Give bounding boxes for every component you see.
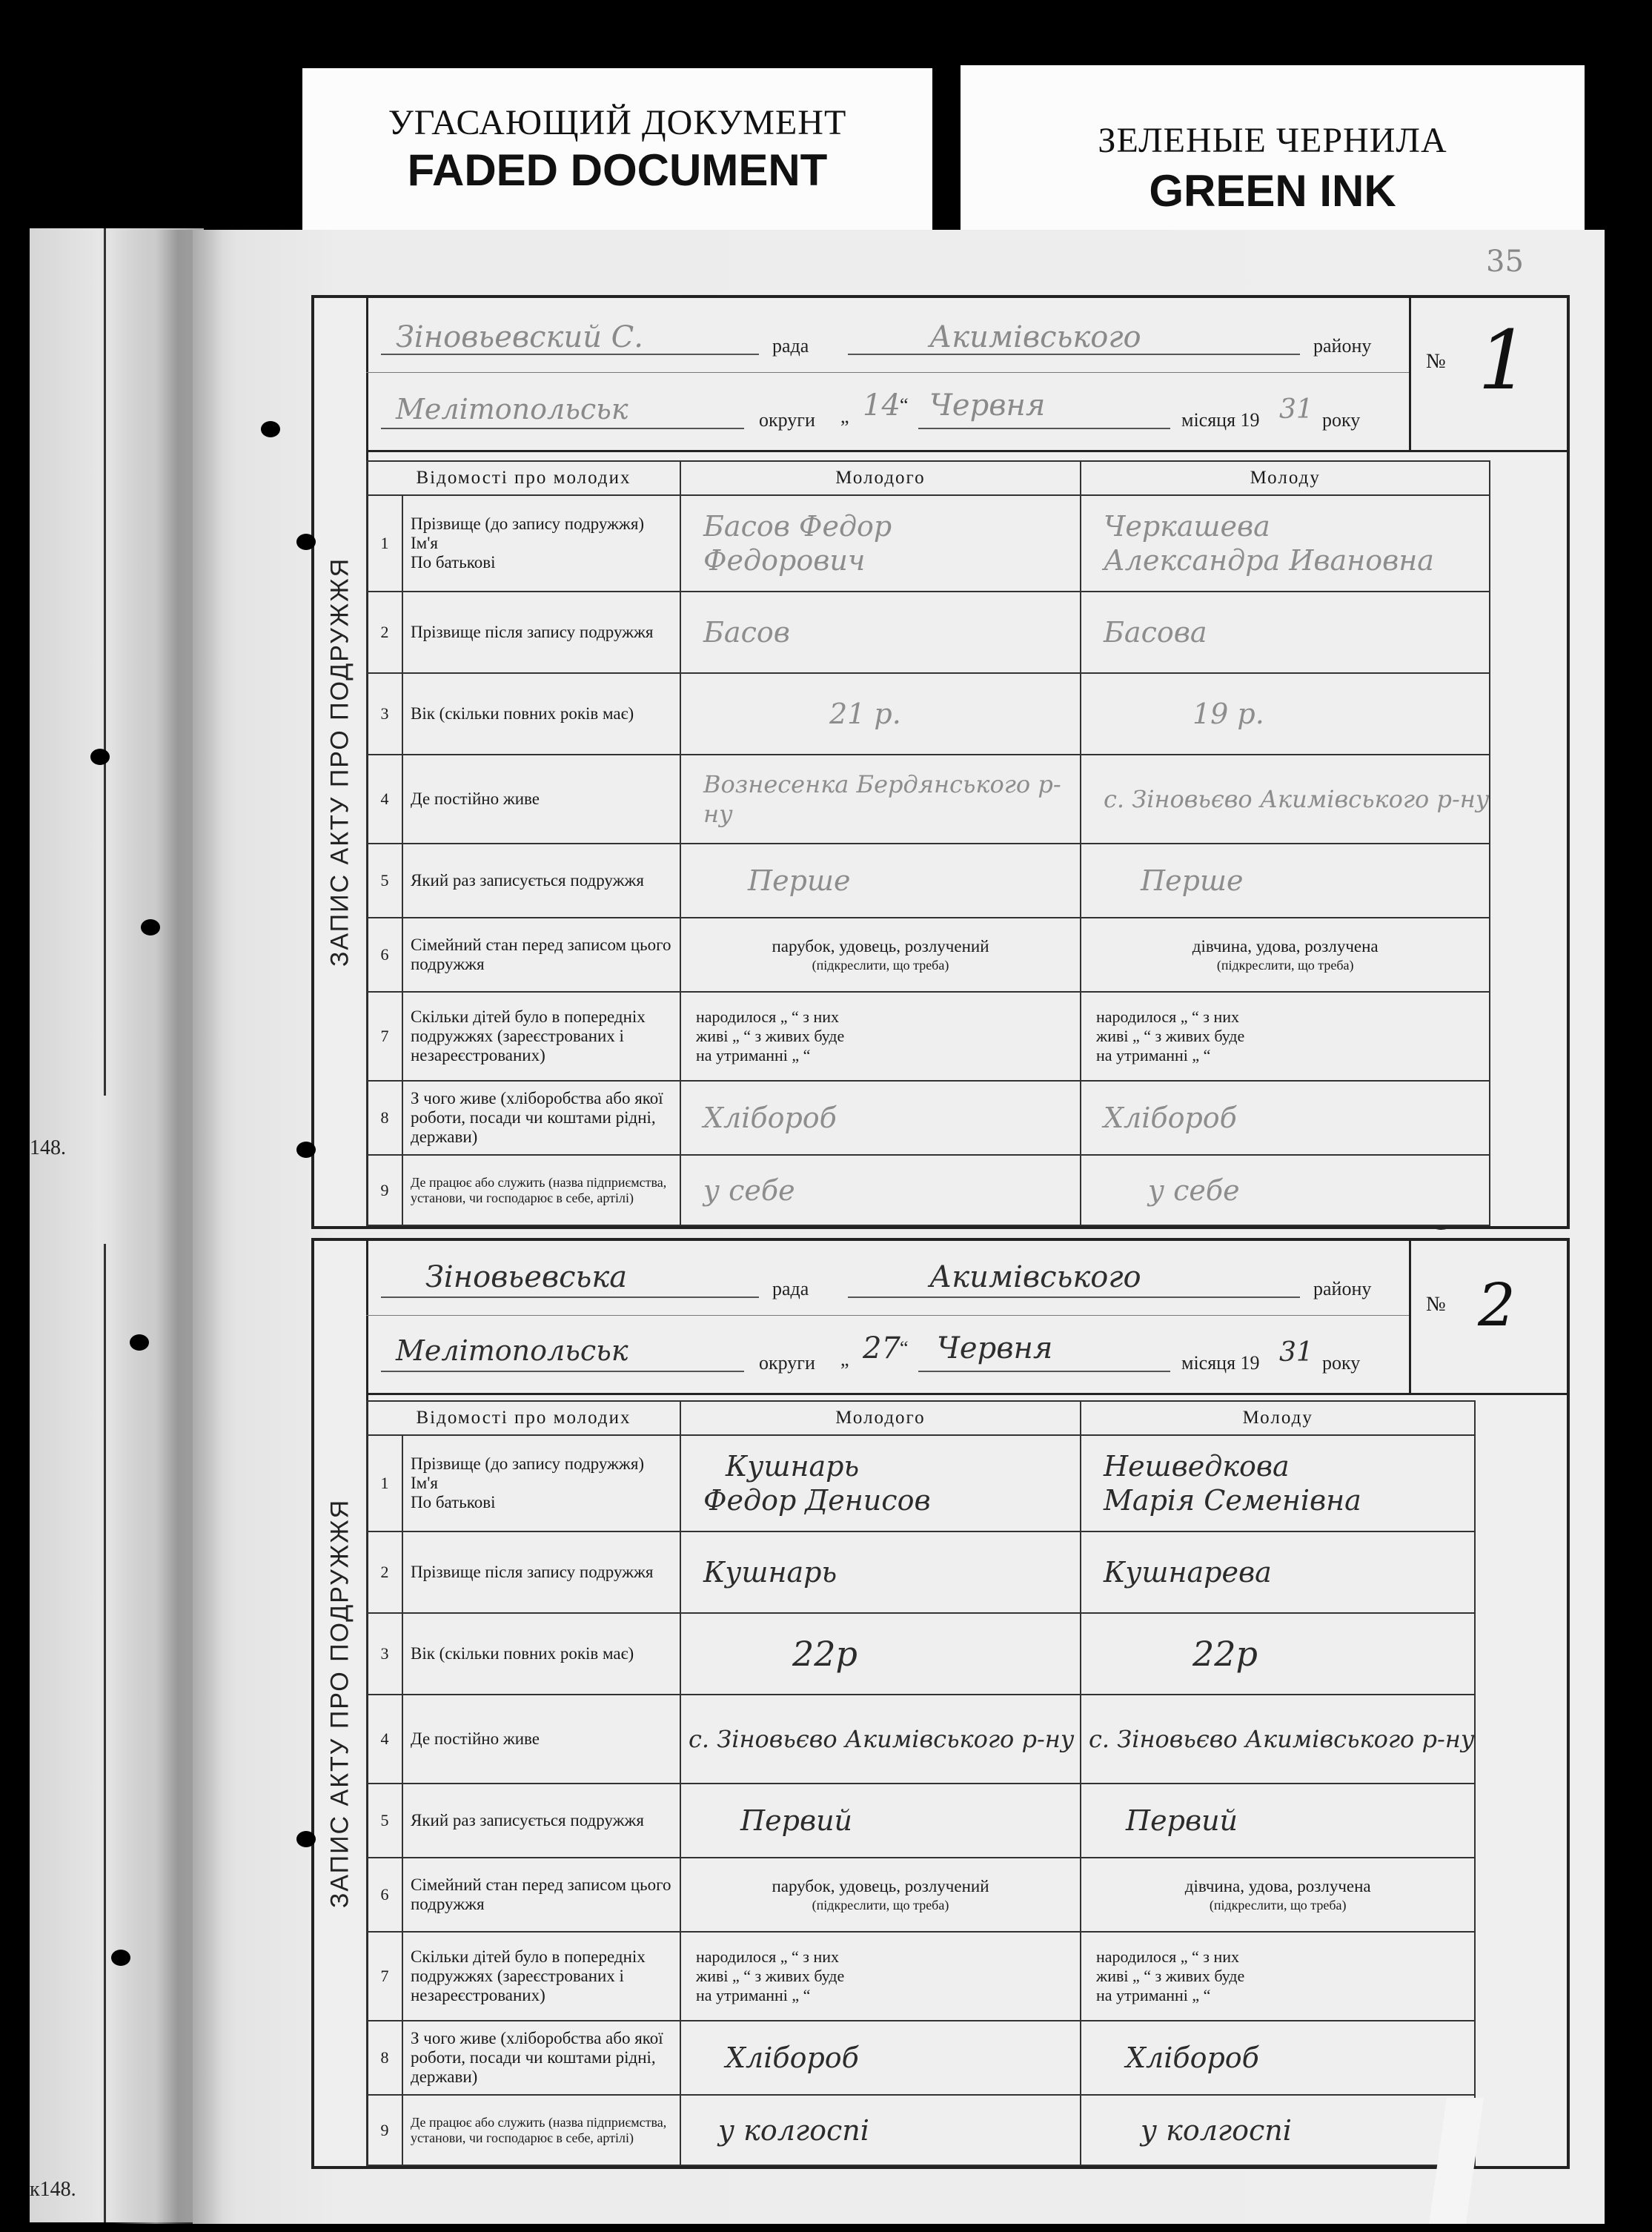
green-ink-label [961,65,1585,233]
question-children: Скільки дітей було в попередніх подружжях (зареєстрованих і незареєстрованих) [402,1932,680,2021]
question-status: Сімейний стан перед записом цього подружжя [402,918,680,992]
question-times: Який раз записується подружжя [402,844,680,918]
punch-hole [141,919,160,935]
number-sign: № [1426,1293,1446,1316]
question-surname-after: Прізвище після запису подружжя [402,592,680,673]
groom-work: у колгоспі [680,2095,1081,2165]
month-label: місяця 19 [1181,1352,1260,1374]
question-work: Де працює або служить (назва підприємства, установи, чи господарює в себе, артілі) [402,1155,680,1225]
month-value: Червня [929,388,1046,423]
year-label: року [1322,409,1361,431]
record-header: Зіновьевский С. рада Акимівського району Мелітопольськ округи „ 14 “ Червня місяця 19 31 року № 1 [366,298,1567,452]
punch-hole [296,1142,316,1158]
bride-income: Хлібороб [1081,1081,1490,1155]
month-value: Червня [937,1331,1053,1365]
faded-label-ru: УГАСАЮЩИЙ ДОКУМЕНТ [388,103,847,142]
record-vertical-title: ЗАПИС АКТУ ПРО ПОДРУЖЖЯ [314,1241,368,2166]
bride-work: у колгоспі [1081,2095,1475,2165]
marriage-record-1 [311,295,1570,1229]
question-name: Прізвище (до запису подружжя) Ім'я По батькові [402,1435,680,1531]
groom-children: народилося „ “ з них живі „ “ з живих буде на утриманні „ “ [680,1932,1081,2021]
bride-age: 19 р. [1081,673,1490,755]
facing-page-mark-top: 148. [30,1136,66,1159]
bride-children: народилося „ “ з них живі „ “ з живих буде на утриманні „ “ [1081,1932,1475,2021]
facing-page-mark-bottom: к148. [30,2178,76,2201]
page-number-top: 35 [1486,245,1524,279]
year-value: 31 [1279,1337,1313,1368]
question-children: Скільки дітей було в попередніх подружжях (зареєстрованих і незареєстрованих) [402,992,680,1081]
register-page [193,230,1605,2224]
col-bride-header: Молоду [1081,1401,1475,1435]
bride-residence: с. Зіновьєво Акимівського р-ну [1081,755,1490,844]
month-label: місяця 19 [1181,409,1260,431]
bride-name: Черкашева Александра Ивановна [1081,495,1490,592]
groom-status: парубок, удовець, розлучений (підкреслити, що треба) [680,918,1081,992]
groom-name: Басов Федор Федорович [680,495,1081,592]
punch-hole [261,421,280,437]
day-value: 27 [863,1331,900,1365]
groom-times: Первий [680,1784,1081,1858]
bride-name: Нешведкова Марія Семенівна [1081,1435,1475,1531]
raion-label: району [1313,1278,1372,1299]
marriage-record-2 [311,1238,1570,2169]
raion-value: Акимівського [929,1260,1141,1294]
faded-label-en: FADED DOCUMENT [407,145,828,195]
record-header: Зіновьевська рада Акимівського району Мелітопольськ округи „ 27 “ Червня місяця 19 31 року № 2 [366,1241,1567,1395]
question-age: Вік (скільки повних років має) [402,673,680,755]
record-number: 2 [1478,1271,1516,1339]
groom-work: у себе [680,1155,1081,1225]
col-groom-header: Молодого [680,461,1081,495]
record-table: Відомості про молодих Молодого Молоду 1 Прізвище (до запису подружжя) Ім'я По батькові Басов Федор Федорович Черкашева Александра Ивановна 2 Прізвище після запису подружжя Басов Басова 3 Вік (скільки повних років має) 21 р. 19 р. 4 Де постійно живе Вознесенка Бердянського р-ну с. Зіновьєво Акимівського р-ну 5 Який раз записується подружжя Перше Перше 6 Сімейний стан перед записом цього подружжя парубок, удовець, розлучений (підкреслити, що треба) дівчина, удова, розлучена (підкреслити, що треба) 7 Скільки дітей було в попередніх подружжях (зареєстрованих і незареєстрованих) народилося „ “ з них живі „ “ з живих буде на утриманні „ “ народилося „ “ з них живі „ “ з живих буде на утриманні „ “ 8 З чого живе (хліборобства або якої роботи, посади чи коштами рідні, держави) Хлібороб Хлібороб 9 Де працює або служить (назва підприємства, установи, чи господарює в себе, артілі) у себе у себе [366,460,1490,1226]
punch-hole [296,1831,316,1847]
groom-income: Хлібороб [680,2021,1081,2095]
col-bride-header: Молоду [1081,461,1490,495]
bride-times: Перше [1081,844,1490,918]
question-work: Де працює або служить (назва підприємства, установи, чи господарює в себе, артілі) [402,2095,680,2165]
col-groom-header: Молодого [680,1401,1081,1435]
record-number-box [1409,298,1567,450]
groom-residence: Вознесенка Бердянського р-ну [680,755,1081,844]
groom-income: Хлібороб [680,1081,1081,1155]
question-income: З чого живе (хліборобства або якої роботи, посади чи коштами рідні, держави) [402,2021,680,2095]
bride-age: 22р [1081,1613,1475,1695]
day-value: 14 [863,388,900,423]
punch-hole [111,1950,130,1966]
groom-surname-after: Басов [680,592,1081,673]
punch-hole [296,534,316,550]
green-label-ru: ЗЕЛЕНЫЕ ЧЕРНИЛА [1098,121,1447,160]
col-info-header: Відомості про молодих [367,461,680,495]
raion-label: району [1313,335,1372,357]
groom-children: народилося „ “ з них живі „ “ з живих буде на утриманні „ “ [680,992,1081,1081]
bride-status: дівчина, удова, розлучена (підкреслити, що треба) [1081,1858,1475,1932]
groom-surname-after: Кушнарь [680,1531,1081,1613]
binding-wear [111,230,222,2224]
year-label: року [1322,1352,1361,1374]
bride-children: народилося „ “ з них живі „ “ з живих буде на утриманні „ “ [1081,992,1490,1081]
question-surname-after: Прізвище після запису подружжя [402,1531,680,1613]
question-times: Який раз записується подружжя [402,1784,680,1858]
okruh-value: Мелітопольськ [396,1334,628,1367]
faded-document-label [302,68,932,233]
punch-hole [90,749,110,765]
bride-income: Хлібороб [1081,2021,1475,2095]
groom-name: Кушнарь Федор Денисов [680,1435,1081,1531]
groom-residence: с. Зіновьєво Акимівського р-ну [680,1695,1081,1784]
rada-label: рада [772,335,809,357]
number-sign: № [1426,350,1446,373]
okruh-label: округи [759,1352,815,1374]
groom-age: 22р [680,1613,1081,1695]
groom-times: Перше [680,844,1081,918]
punch-hole [130,1334,149,1351]
okruh-value: Мелітопольськ [396,393,628,425]
raion-value: Акимівського [929,320,1141,354]
question-residence: Де постійно живе [402,755,680,844]
record-number-box [1409,1241,1567,1393]
bride-times: Первий [1081,1784,1475,1858]
groom-status: парубок, удовець, розлучений (підкреслити, що треба) [680,1858,1081,1932]
question-status: Сімейний стан перед записом цього подружжя [402,1858,680,1932]
rada-value: Зіновьевский С. [396,320,644,354]
bride-status: дівчина, удова, розлучена (підкреслити, що треба) [1081,918,1490,992]
record-vertical-title: ЗАПИС АКТУ ПРО ПОДРУЖЖЯ [314,298,368,1226]
record-number: 1 [1478,313,1530,408]
record-table: Відомості про молодих Молодого Молоду 1 Прізвище (до запису подружжя) Ім'я По батькові Кушнарь Федор Денисов Нешведкова Марія Семенівна 2 Прізвище після запису подружжя Кушнарь Кушнарева 3 Вік (скільки повних років має) 22р 22р 4 Де постійно живе с. Зіновьєво Акимівського р-ну с. Зіновьєво Акимівського р-ну 5 Який раз записується подружжя Первий Первий 6 Сімейний стан перед записом цього подружжя парубок, удовець, розлучений (підкреслити, що треба) дівчина, удова, розлучена (підкреслити, що треба) 7 Скільки дітей було в попередніх подружжях (зареєстрованих і незареєстрованих) народилося „ “ з них живі „ “ з живих буде на утриманні „ “ народилося „ “ з них живі „ “ з живих буде на утриманні „ “ 8 З чого живе (хліборобства або якої роботи, посади чи коштами рідні, держави) Хлібороб Хлібороб 9 Де працює або служить (назва підприємства, установи, чи господарює в себе, артілі) у колгоспі у колгоспі [366,1400,1476,2166]
green-label-en: GREEN INK [1149,166,1396,216]
question-name: Прізвище (до запису подружжя) Ім'я По батькові [402,495,680,592]
bride-residence: с. Зіновьєво Акимівського р-ну [1081,1695,1475,1784]
question-age: Вік (скільки повних років має) [402,1613,680,1695]
bride-surname-after: Кушнарева [1081,1531,1475,1613]
rada-value: Зіновьевська [425,1260,628,1294]
bride-surname-after: Басова [1081,592,1490,673]
question-income: З чого живе (хліборобства або якої роботи, посади чи коштами рідні, держави) [402,1081,680,1155]
rada-label: рада [772,1278,809,1299]
question-residence: Де постійно живе [402,1695,680,1784]
bride-work: у себе [1081,1155,1490,1225]
year-value: 31 [1279,394,1313,425]
groom-age: 21 р. [680,673,1081,755]
okruh-label: округи [759,409,815,431]
col-info-header: Відомості про молодих [367,1401,680,1435]
